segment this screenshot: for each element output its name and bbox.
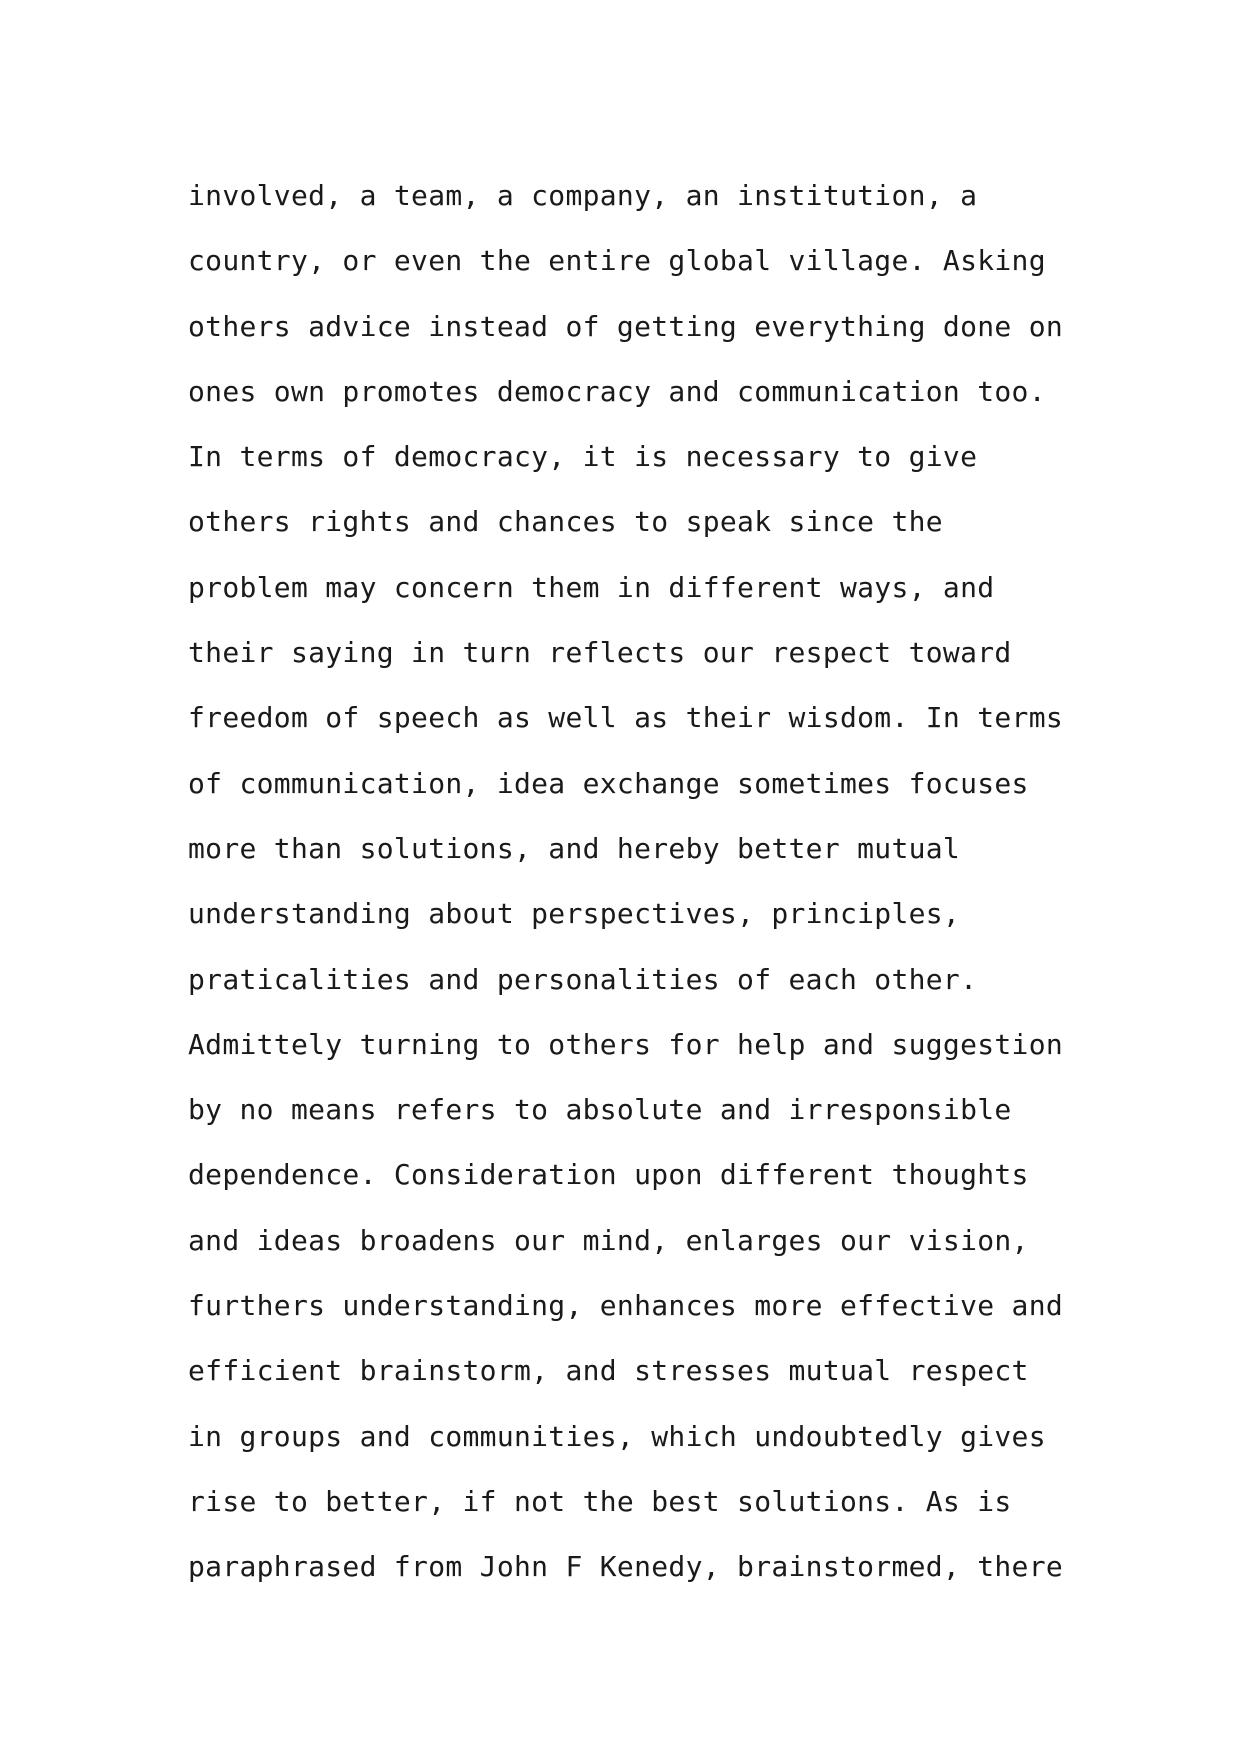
text-line: and ideas broadens our mind, enlarges our vision, <box>188 1223 1029 1257</box>
text-line: efficient brainstorm, and stresses mutual respect <box>188 1354 1029 1388</box>
text-line: Admittely turning to others for help and suggestion <box>188 1027 1064 1061</box>
text-line: praticalities and personalities of each other. <box>188 962 978 996</box>
text-line: country, or even the entire global village. Asking <box>188 244 1046 278</box>
text-line: by no means refers to absolute and irresponsible <box>188 1093 1012 1127</box>
text-line: their saying in turn reflects our respect toward <box>188 636 1012 670</box>
text-line: In terms of democracy, it is necessary to give <box>188 440 978 474</box>
text-line: understanding about perspectives, principles, <box>188 897 961 931</box>
text-line: others rights and chances to speak since the <box>188 505 943 539</box>
text-line: furthers understanding, enhances more effective and <box>188 1289 1064 1323</box>
text-line: paraphrased from John F Kenedy, brainstormed, there <box>188 1550 1064 1584</box>
text-line: freedom of speech as well as their wisdom. In terms <box>188 701 1064 735</box>
text-line: more than solutions, and hereby better mutual <box>188 831 961 865</box>
text-line: ones own promotes democracy and communication too. <box>188 374 1046 408</box>
text-line: of communication, idea exchange sometimes focuses <box>188 766 1029 800</box>
text-line: in groups and communities, which undoubtedly gives <box>188 1419 1046 1453</box>
body-text <box>188 163 1068 1600</box>
text-line: involved, a team, a company, an institution, a <box>188 179 978 212</box>
text-line: dependence. Consideration upon different thoughts <box>188 1158 1029 1192</box>
text-line: rise to better, if not the best solutions. As is <box>188 1484 1012 1518</box>
text-line: others advice instead of getting everything done on <box>188 309 1064 343</box>
text-line: problem may concern them in different ways, and <box>188 570 995 604</box>
